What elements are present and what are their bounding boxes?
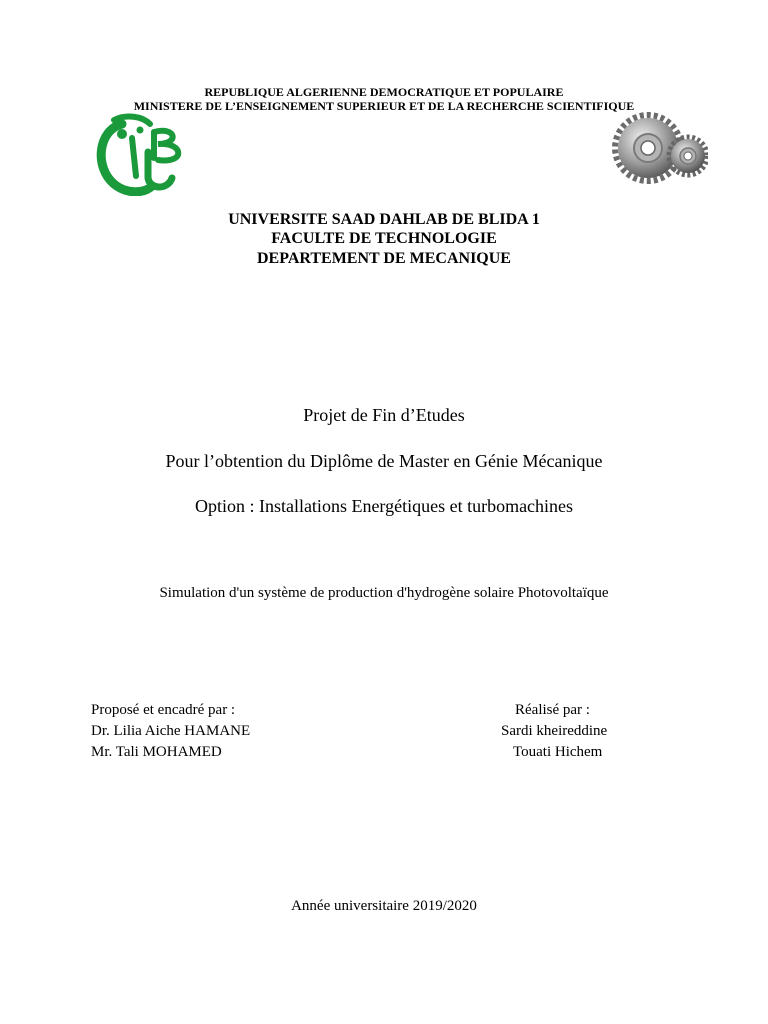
department-name: DEPARTEMENT DE MECANIQUE [257,250,511,267]
author-name: Touati Hichem [513,744,603,760]
faculty-name: FACULTE DE TECHNOLOGIE [271,230,497,247]
authors-label: Réalisé par : [515,702,590,718]
project-title: Simulation d'un système de production d'hydrogène solaire Photovoltaïque [159,585,609,601]
supervisor-name: Mr. Tali MOHAMED [91,744,222,760]
university-name: UNIVERSITE SAAD DAHLAB DE BLIDA 1 [228,211,540,228]
project-purpose: Pour l’obtention du Diplôme de Master en Génie Mécanique [165,451,603,471]
supervisors-label: Proposé et encadré par : [91,702,236,718]
ministry-header: MINISTERE DE L’ENSEIGNEMENT SUPERIEUR ET DE LA RECHERCHE SCIENTIFIQUE [133,99,635,113]
supervisors-block [91,700,250,763]
authors-block [501,700,607,763]
author-name: Sardi kheireddine [501,723,608,739]
republic-header: REPUBLIQUE ALGERIENNE DEMOCRATIQUE ET POPULAIRE [204,85,564,99]
supervisor-name: Dr. Lilia Aiche HAMANE [91,723,251,739]
gears-image [612,112,708,190]
university-logo [92,112,192,196]
gears-icon [612,112,708,190]
academic-year: Année universitaire 2019/2020 [291,898,477,914]
project-option: Option : Installations Energétiques et turbomachines [194,496,574,516]
project-type: Projet de Fin d’Etudes [303,405,465,425]
university-logo-icon [92,112,192,196]
